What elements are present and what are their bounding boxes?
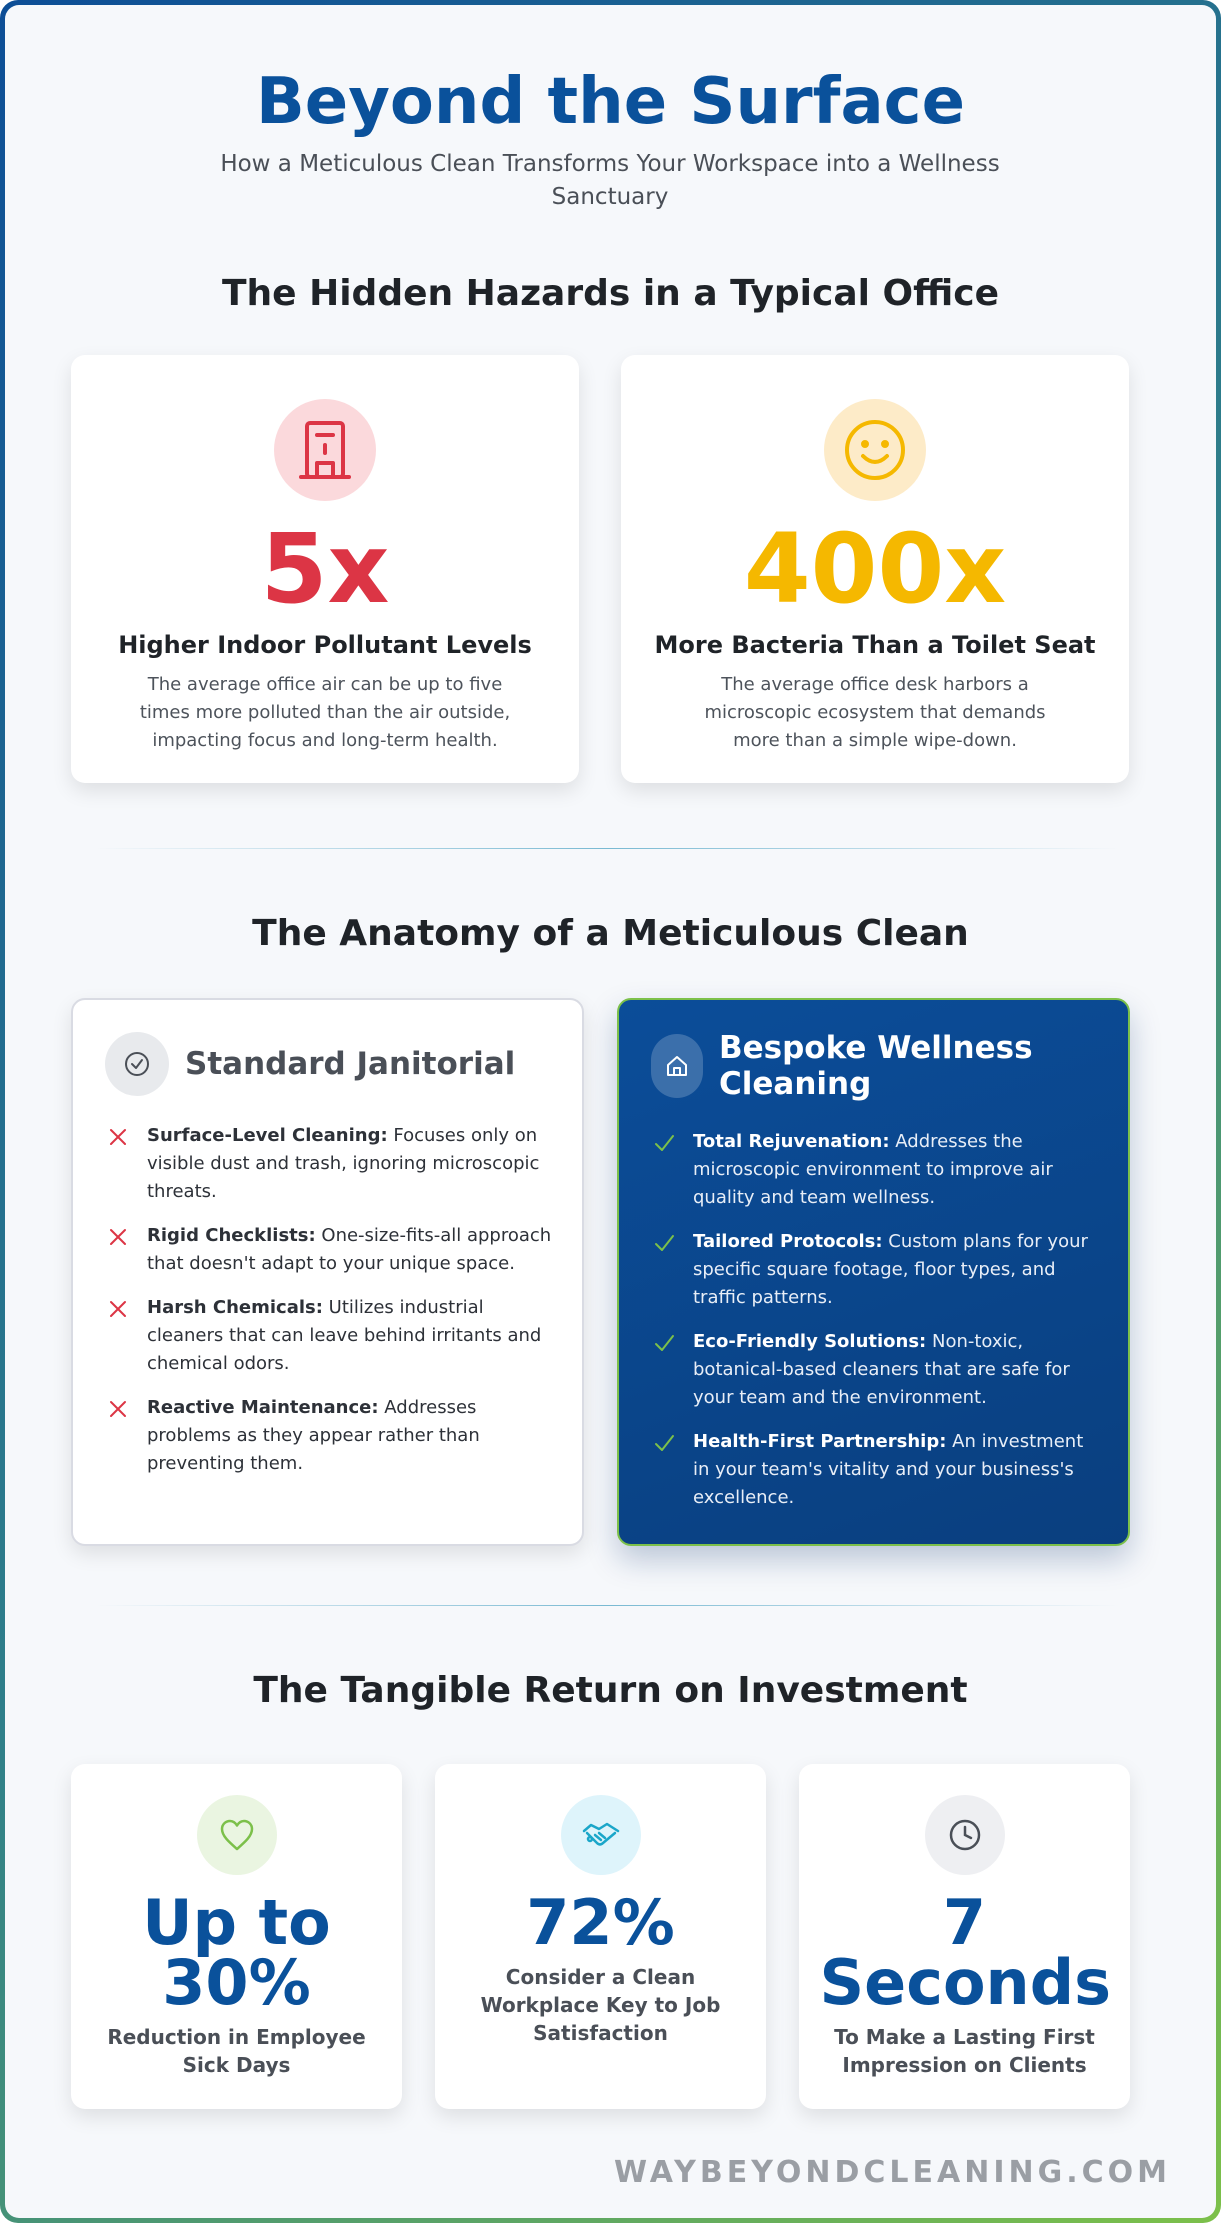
list-item — [653, 1428, 1098, 1512]
check-circle-icon — [105, 1032, 169, 1096]
feature-text: Utilizes industrial cleaners that can leave behind irritants and chemical odors. — [147, 1297, 542, 1374]
checkmark-icon — [653, 1432, 675, 1454]
list-item — [653, 1228, 1098, 1312]
feature-heading: Health-First Partnership: — [693, 1431, 947, 1452]
hazard-label: More Bacteria Than a Toilet Seat — [654, 631, 1096, 659]
bespoke-card-title: Bespoke Wellness Cleaning — [719, 1030, 1033, 1102]
standard-janitorial-card — [71, 998, 584, 1546]
hazard-value: 400x — [743, 513, 1007, 625]
hazard-label: Higher Indoor Pollutant Levels — [118, 631, 532, 659]
bespoke-wellness-card — [617, 998, 1130, 1546]
feature-text: Non-toxic, botanical-based cleaners that are safe for your team and the environment. — [693, 1331, 1070, 1408]
feature-text: One-size-fits-all approach that doesn't adapt to your unique space. — [147, 1225, 552, 1274]
building-icon — [274, 399, 376, 501]
roi-card-satisfaction — [435, 1764, 766, 2109]
list-item — [107, 1222, 552, 1278]
feature-heading: Reactive Maintenance: — [147, 1397, 379, 1418]
feature-text: Addresses the microscopic environment to improve air quality and team wellness. — [693, 1131, 1053, 1208]
feature-heading: Surface-Level Cleaning: — [147, 1125, 388, 1146]
list-item — [107, 1394, 552, 1478]
x-icon — [107, 1226, 129, 1248]
checkmark-icon — [653, 1232, 675, 1254]
clock-icon — [925, 1795, 1005, 1875]
feature-heading: Harsh Chemicals: — [147, 1297, 323, 1318]
checkmark-icon — [653, 1132, 675, 1154]
feature-text: Addresses problems as they appear rather than preventing them. — [147, 1397, 480, 1474]
home-icon — [651, 1034, 703, 1098]
footer-website: WAYBEYONDCLEANING.COM — [614, 2155, 1171, 2190]
x-icon — [107, 1298, 129, 1320]
feature-text: Focuses only on visible dust and trash, ignoring microscopic threats. — [147, 1125, 540, 1202]
list-item — [107, 1122, 552, 1206]
feature-heading: Eco-Friendly Solutions: — [693, 1331, 927, 1352]
x-icon — [107, 1398, 129, 1420]
page-content — [5, 5, 1216, 2218]
roi-card-first-impression — [799, 1764, 1130, 2109]
hazard-card-bacteria — [621, 355, 1129, 783]
standard-card-header — [105, 1032, 515, 1096]
hazard-card-pollutants — [71, 355, 579, 783]
roi-label: To Make a Lasting First Impression on Clients — [834, 2025, 1095, 2077]
feature-heading: Tailored Protocols: — [693, 1231, 883, 1252]
list-item — [653, 1128, 1098, 1212]
standard-card-title: Standard Janitorial — [185, 1046, 516, 1082]
roi-label: Reduction in Employee Sick Days — [107, 2025, 366, 2077]
checkmark-icon — [653, 1332, 675, 1354]
page-title: Beyond the Surface — [256, 65, 965, 139]
roi-label: Consider a Clean Workplace Key to Job Satisfaction — [480, 1965, 721, 2045]
feature-text: Custom plans for your specific square footage, floor types, and traffic patterns. — [693, 1231, 1088, 1308]
bespoke-feature-list — [653, 1128, 1098, 1528]
page-subtitle: How a Meticulous Clean Transforms Your Workspace into a Wellness Sanctuary — [220, 151, 1000, 210]
hazard-description: The average office desk harbors a microscopic ecosystem that demands more than a simple wipe-down. — [704, 674, 1046, 751]
section-divider — [95, 1605, 1120, 1606]
hazards-section-title: The Hidden Hazards in a Typical Office — [221, 273, 1000, 314]
anatomy-section-title: The Anatomy of a Meticulous Clean — [252, 913, 969, 954]
x-icon — [107, 1126, 129, 1148]
hazard-description: The average office air can be up to five times more polluted than the air outside, impacting focus and long-term health. — [139, 674, 511, 751]
bespoke-card-header — [651, 1030, 1059, 1102]
handshake-icon — [561, 1795, 641, 1875]
feature-text: An investment in your team's vitality and your business's excellence. — [693, 1431, 1084, 1508]
heart-icon — [197, 1795, 277, 1875]
roi-section-title: The Tangible Return on Investment — [253, 1670, 968, 1711]
section-divider — [95, 848, 1120, 849]
feature-heading: Rigid Checklists: — [147, 1225, 316, 1246]
standard-feature-list — [107, 1122, 552, 1494]
roi-value: 72% — [526, 1886, 675, 1959]
list-item — [653, 1328, 1098, 1412]
hazard-value: 5x — [260, 513, 390, 625]
smiley-icon — [824, 399, 926, 501]
list-item — [107, 1294, 552, 1378]
roi-value: 7 Seconds — [819, 1886, 1111, 2019]
feature-heading: Total Rejuvenation: — [693, 1131, 890, 1152]
roi-value: Up to 30% — [142, 1886, 331, 2019]
roi-card-sick-days — [71, 1764, 402, 2109]
